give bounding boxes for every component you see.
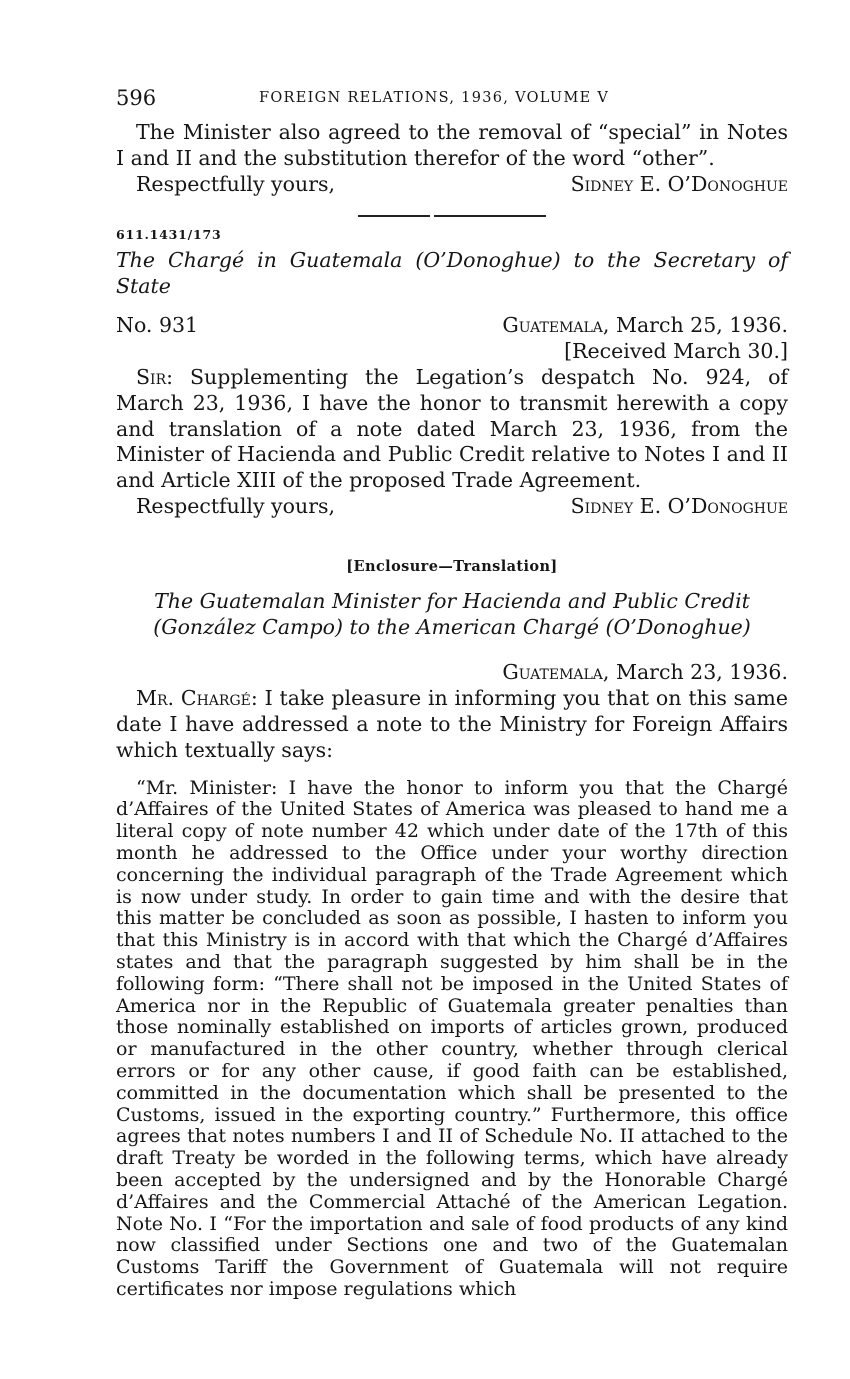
dateline xyxy=(502,313,788,339)
document-page xyxy=(116,80,788,1301)
despatch-body-text: Supplementing the Legation’s despatch No. 924, of March 23, 1936, I have the honor to transmit herewith a copy and translation of a note dated March 23, 1936, from the Minister of Hacienda and Public Credit relative to Notes I and II and Article XIII of the proposed Trade Agreement. xyxy=(116,365,788,493)
quoted-note: “Mr. Minister: I have the honor to inform you that the Chargé d’Affaires of the United States of America was pleased to hand me a literal copy of note number 42 which under date of the 17th of this month he addressed to the Office under your worthy direction concerning the individual paragraph of the Trade Agreement which is now under study. In order to gain time and with the desire that this matter be concluded as soon as possible, I hasten to inform you that this Ministry is in accord with that which the Chargé d’Affaires states and that the paragraph suggested by him shall be in the following form: “There shall not be imposed in the United States of America nor in the Republic of Guatemala greater penalties than those nominally established on imports of articles grown, produced or manufactured in the other country, whether through clerical errors or for any other cause, if good faith can be established, committed in the documentation which shall be presented to the Customs, issued in the exporting country.” Furthermore, this office agrees that notes numbers I and II of Schedule No. II attached to the draft Treaty be worded in the following terms, which have already been accepted by the undersigned and by the Honorable Chargé d’Affaires and the Commercial Attaché of the American Legation. Note No. I “For the importation and sale of food products of any kind now classified under Sections one and two of the Guatemalan Customs Tariff the Government of Guatemala will not require certificates nor impose regulations which xyxy=(116,776,788,1300)
document-title: The Chargé in Guatemala (O’Donoghue) to the Secretary of State xyxy=(116,247,788,298)
enclosure-salutation: Mr. Chargé: xyxy=(136,686,258,711)
enclosure-dateline-date: March 23, 1936. xyxy=(615,660,788,685)
enclosure-title-line-2: (González Campo) to the American Chargé (O’Donoghue) xyxy=(153,614,751,639)
enclosure-dateline xyxy=(116,660,788,686)
enclosure-intro-text: I take pleasure in informing you that on this same date I have addressed a note to the Ministry for Foreign Affairs which textually says: xyxy=(116,686,788,762)
file-number: 611.1431/173 xyxy=(116,226,222,242)
received-date: [Received March 30.] xyxy=(564,339,788,364)
despatch-number: No. 931 xyxy=(116,313,199,338)
prior-letter-signature: Sidney E. O’Donoghue xyxy=(570,171,788,196)
section-divider xyxy=(116,215,788,217)
prior-letter-closing-paragraph: The Minister also agreed to the removal of “special” in Notes I and II and the substitution therefor of the word “other”. xyxy=(116,120,788,170)
despatch-body xyxy=(116,365,788,494)
enclosure-intro xyxy=(116,686,788,763)
despatch-salutation: Sir: xyxy=(136,365,174,390)
despatch-signature: Sidney E. O’Donoghue xyxy=(570,494,788,519)
dateline-date: March 25, 1936. xyxy=(615,313,788,338)
prior-letter-signature-line xyxy=(116,172,788,198)
page-number: 596 xyxy=(116,86,157,110)
despatch-signature-line xyxy=(116,494,788,520)
prior-letter-salutation: Respectfully yours, xyxy=(136,171,336,196)
dateline-place: Guatemala, xyxy=(502,313,610,338)
divider-rule-right xyxy=(434,215,546,217)
enclosure-label: [Enclosure—Translation] xyxy=(346,557,558,575)
divider-rule-left xyxy=(358,215,430,217)
enclosure-title xyxy=(116,589,788,641)
enclosure-title-line-1: The Guatemalan Minister for Hacienda and Public Credit xyxy=(154,588,750,613)
page-header xyxy=(116,80,788,120)
document-number-line xyxy=(116,313,788,339)
enclosure-dateline-place: Guatemala, xyxy=(502,660,610,685)
running-title: FOREIGN RELATIONS, 1936, VOLUME V xyxy=(259,90,610,106)
despatch-closing: Respectfully yours, xyxy=(136,494,336,519)
